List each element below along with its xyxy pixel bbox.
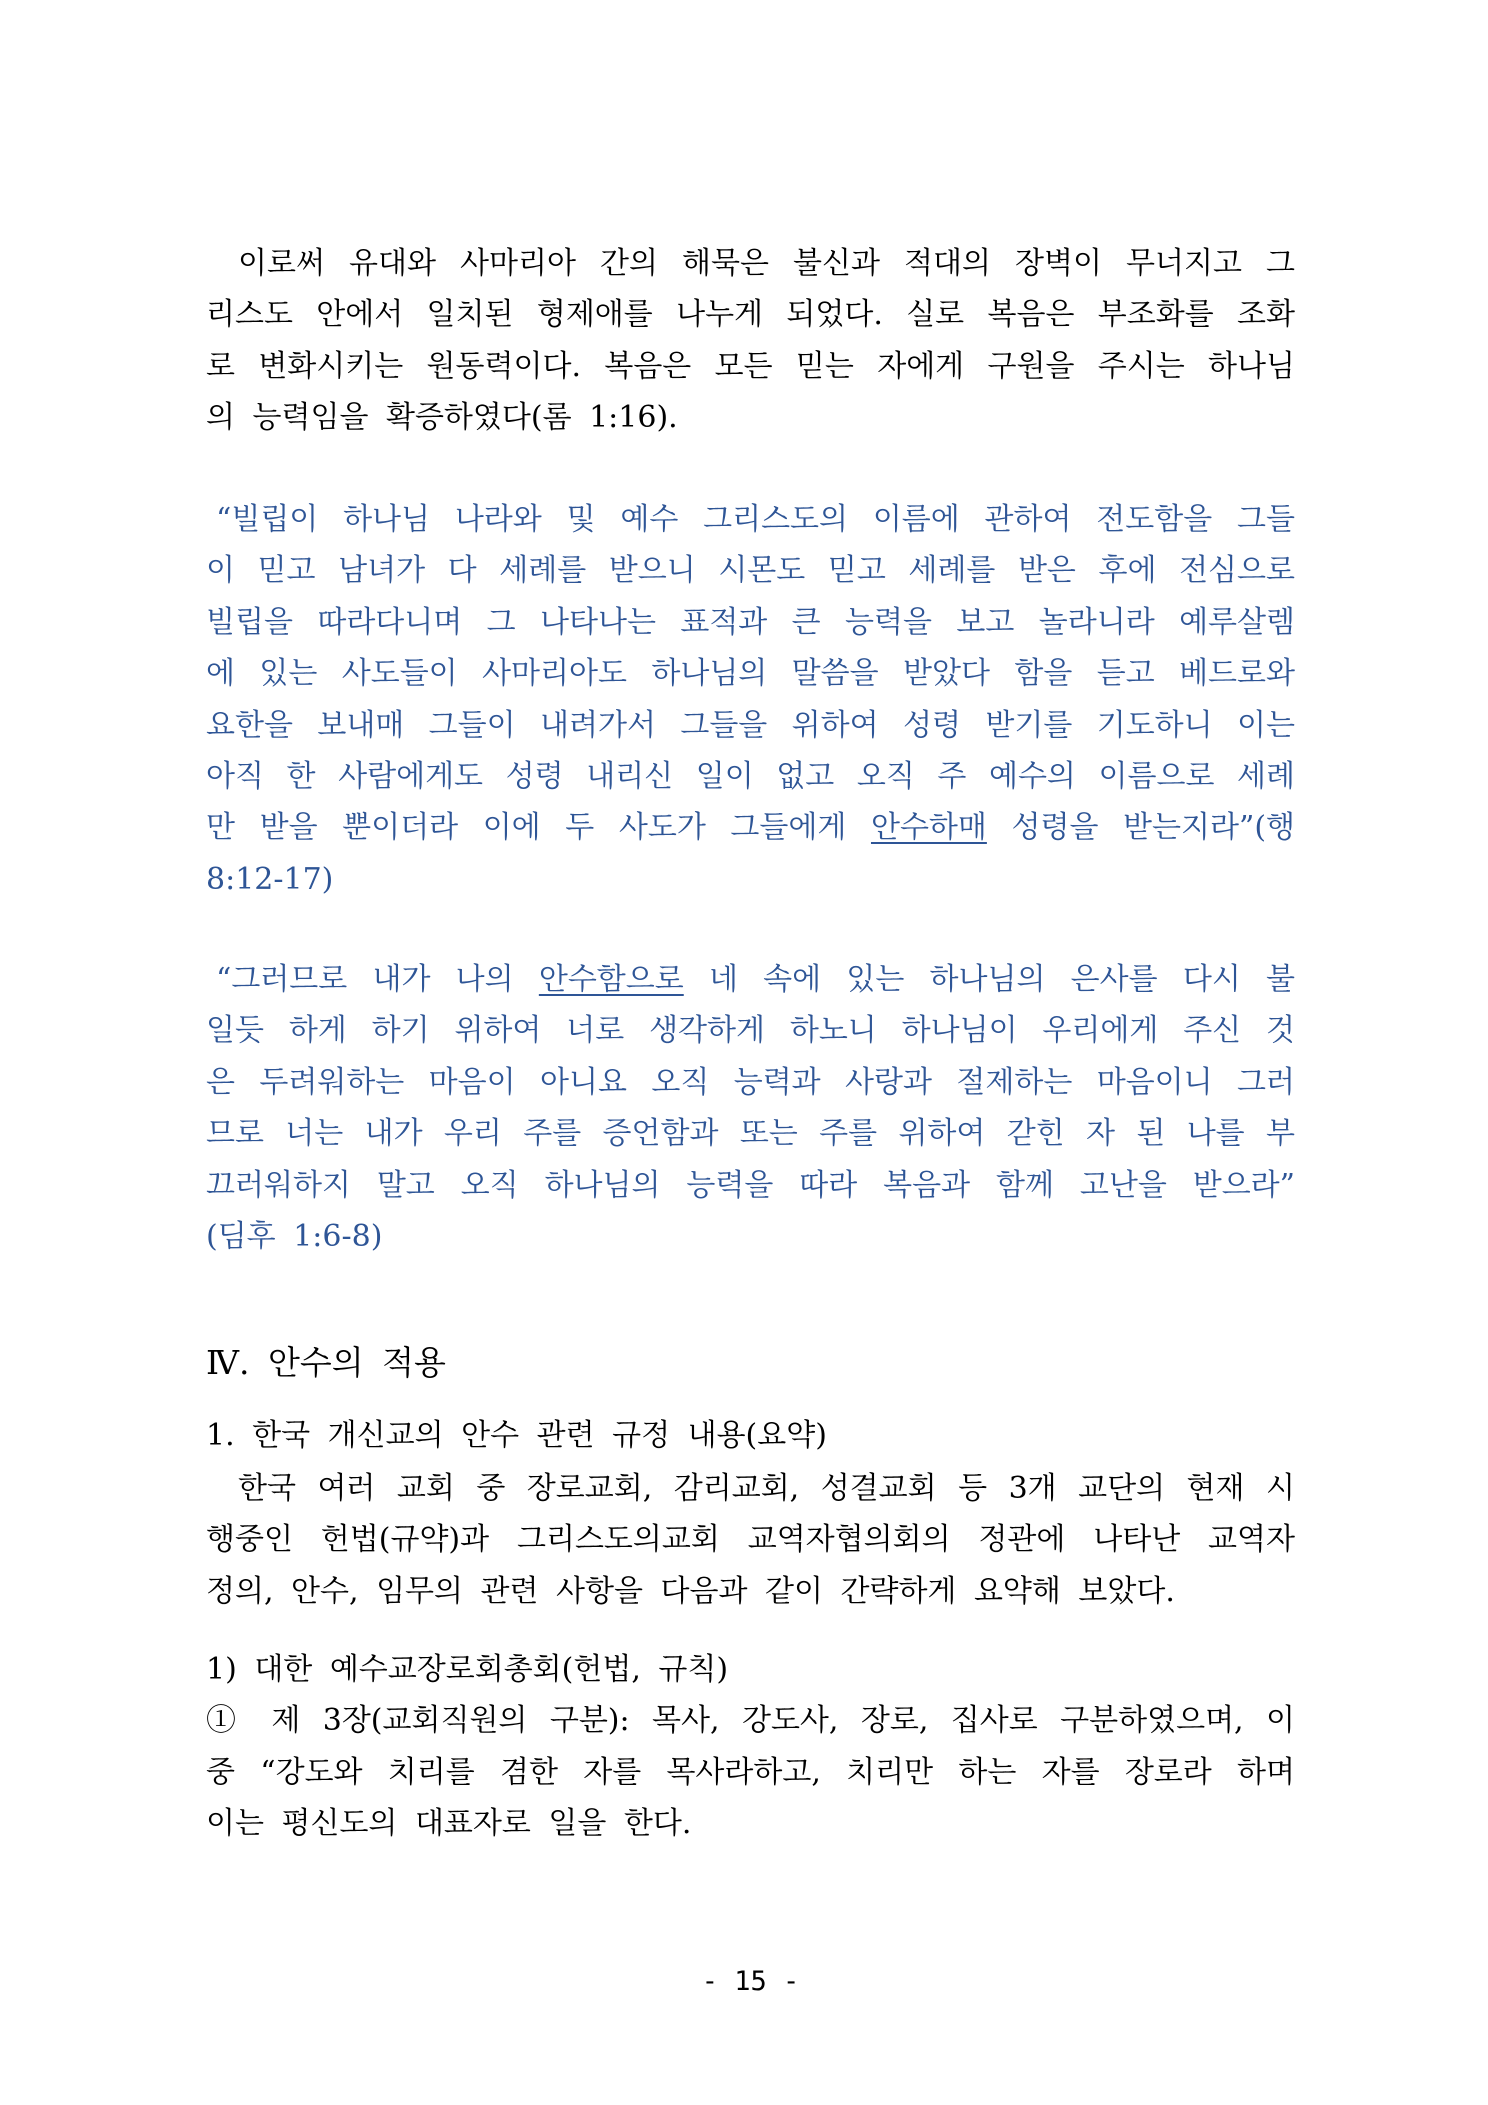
quote-text: 네 속에 있는 하나님의 은사를 다시 불 — [683, 962, 1295, 997]
underlined-term: 안수하매 — [870, 810, 987, 846]
subsection-heading — [206, 1410, 1295, 1461]
paragraph-line: 이로써 유대와 사마리아 간의 해묵은 불신과 적대의 장벽이 무너지고 그 — [238, 246, 1295, 281]
quote-line: 은 두려워하는 마음이 아니요 오직 능력과 사랑과 절제하는 마음이니 그러 — [206, 1064, 1295, 1100]
quote-line: 요한을 보내매 그들이 내려가서 그들을 위하여 성령 받기를 기도하니 이는 — [206, 707, 1295, 743]
list-item-line: 이는 평신도의 대표자로 일을 한다. — [206, 1806, 692, 1842]
list-item-line: ① 제 3장(교회직원의 구분): 목사, 강도사, 장로, 집사로 구분하였으며, 이 — [206, 1703, 1295, 1739]
paragraph-line: 로 변화시키는 원동력이다. 복음은 모든 믿는 자에게 구원을 주시는 하나님 — [206, 348, 1295, 384]
subsection-heading-text: 1. 한국 개신교의 안수 관련 규정 내용(요약) — [206, 1418, 827, 1453]
section-heading — [206, 1337, 1295, 1388]
section-paragraph — [206, 1463, 1295, 1617]
quote-line — [206, 954, 1295, 1005]
paragraph-line: 리스도 안에서 일치된 형제애를 나누게 되었다. 실로 복음은 부조화를 조화 — [206, 297, 1295, 333]
scripture-quote-acts — [206, 494, 1295, 905]
quote-text: 성령을 받는지라”(행 — [986, 810, 1295, 846]
quote-reference: (딤후 1:6-8) — [206, 1219, 383, 1255]
quote-line: 이 믿고 남녀가 다 세례를 받으니 시몬도 믿고 세례를 받은 후에 전심으로 — [206, 553, 1295, 589]
quote-line: 아직 한 사람에게도 성령 내리신 일이 없고 오직 주 예수의 이름으로 세례 — [206, 759, 1295, 795]
page-number: - 15 - — [701, 1966, 800, 1997]
scripture-quote-timothy — [206, 954, 1295, 1262]
underlined-term: 안수함으로 — [538, 962, 684, 997]
quote-line: 일듯 하게 하기 위하여 너로 생각하게 하노니 하나님이 우리에게 주신 것 — [206, 1013, 1295, 1049]
quote-text: “그러므로 내가 나의 — [216, 962, 539, 997]
subsection-item — [206, 1644, 1295, 1850]
section-heading-text: Ⅳ. 안수의 적용 — [206, 1343, 446, 1382]
quote-line: 므로 너는 내가 우리 주를 증언함과 또는 주를 위하여 갇힌 자 된 나를 부 — [206, 1116, 1295, 1152]
quote-text: 만 받을 뿐이더라 이에 두 사도가 그들에게 — [206, 810, 871, 846]
paragraph-line: 행중인 헌법(규약)과 그리스도의교회 교역자협의회의 정관에 나타난 교역자 — [206, 1522, 1295, 1558]
quote-line: 에 있는 사도들이 사마리아도 하나님의 말씀을 받았다 함을 듣고 베드로와 — [206, 656, 1295, 692]
paragraph-line: 의 능력임을 확증하였다(롬 1:16). — [206, 400, 678, 436]
quote-reference: 8:12-17) — [206, 861, 334, 897]
body-paragraph — [206, 238, 1295, 444]
quote-line — [206, 802, 1295, 853]
subsection-item-heading: 1) 대한 예수교장로회총회(헌법, 규칙) — [206, 1652, 729, 1687]
list-item-line: 중 “강도와 치리를 겸한 자를 목사라하고, 치리만 하는 자를 장로라 하며 — [206, 1754, 1295, 1790]
quote-line: 빌립을 따라다니며 그 나타나는 표적과 큰 능력을 보고 놀라니라 예루살렘 — [206, 604, 1295, 640]
quote-line: 끄러워하지 말고 오직 하나님의 능력을 따라 복음과 함께 고난을 받으라” — [206, 1167, 1295, 1203]
quote-line: “빌립이 하나님 나라와 및 예수 그리스도의 이름에 관하여 전도함을 그들 — [216, 502, 1295, 537]
paragraph-line: 한국 여러 교회 중 장로교회, 감리교회, 성결교회 등 3개 교단의 현재 시 — [238, 1471, 1295, 1506]
paragraph-line: 정의, 안수, 임무의 관련 사항을 다음과 같이 간략하게 요약해 보았다. — [206, 1573, 1175, 1609]
